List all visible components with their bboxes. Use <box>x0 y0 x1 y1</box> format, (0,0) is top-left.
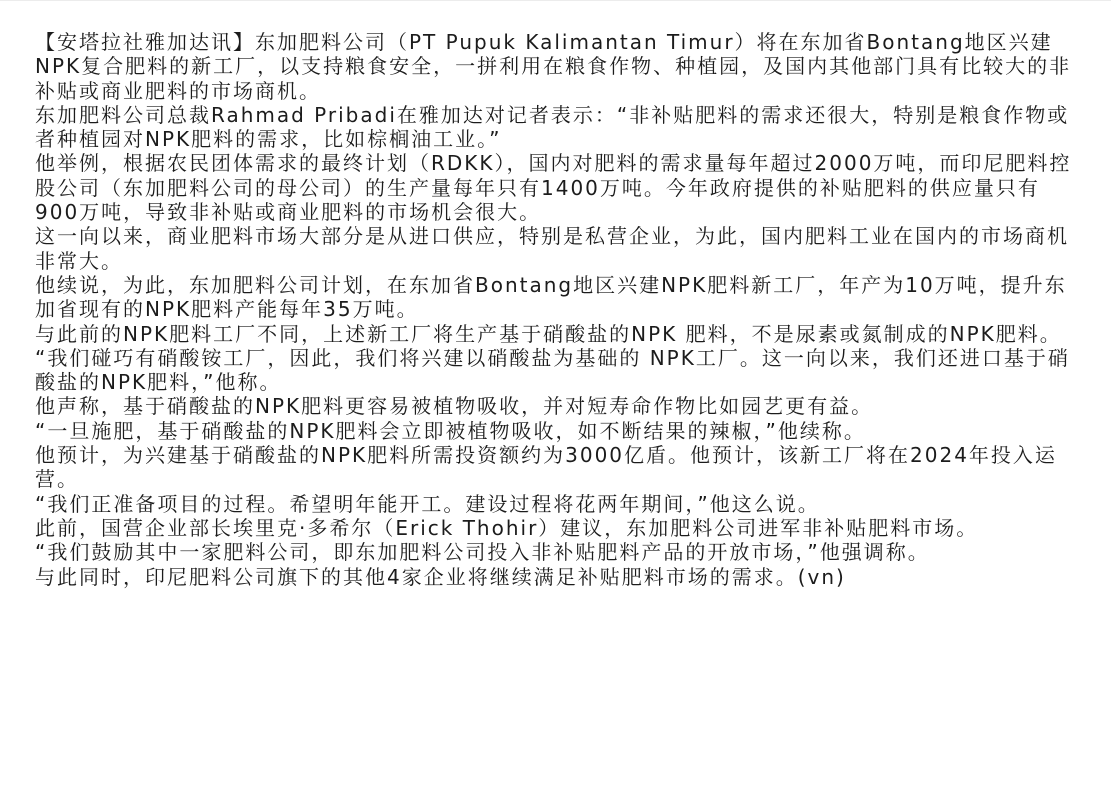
paragraph: 东加肥料公司总裁Rahmad Pribadi在雅加达对记者表示：“非补贴肥料的需求还很大，特别是粮食作物或者种植园对NPK肥料的需求，比如棕榈油工业。” <box>35 102 1070 152</box>
paragraph-closing: 与此同时，印尼肥料公司旗下的其他4家企业将继续满足补贴肥料市场的需求。(vn) <box>35 564 846 589</box>
paragraph-lead: 【安塔拉社雅加达讯】东加肥料公司（PT Pupuk Kalimantan Timur）将在东加省Bontang地区兴建NPK复合肥料的新工厂，以支持粮食安全，一拼利用在粮食作物、种植园，及国内其他部门具有比较大的非补贴或商业肥料的市场商机。 <box>35 30 1072 103</box>
paragraph: 此前，国营企业部长埃里克·多希尔（Erick Thohir）建议，东加肥料公司进军非补贴肥料市场。 <box>35 515 979 540</box>
top-divider <box>0 0 1111 1</box>
paragraph: 他续说，为此，东加肥料公司计划，在东加省Bontang地区兴建NPK肥料新工厂，年产为10万吨，提升东加省现有的NPK肥料产能每年35万吨。 <box>35 272 1067 322</box>
paragraph: 与此前的NPK肥料工厂不同，上述新工厂将生产基于硝酸盐的NPK 肥料，不是尿素或氮制成的NPK肥料。 <box>35 321 1062 346</box>
paragraph: “我们正准备项目的过程。希望明年能开工。建设过程将花两年期间，”他这么说。 <box>35 491 820 516</box>
paragraph: “一旦施肥，基于硝酸盐的NPK肥料会立即被植物吸收，如不断结果的辣椒，”他续称。 <box>35 418 866 443</box>
paragraph: 他举例，根据农民团体需求的最终计划（RDKK），国内对肥料的需求量每年超过2000万吨，而印尼肥料控股公司（东加肥料公司的母公司）的生产量每年只有1400万吨。今年政府提供的补贴肥料的供应量只有900万吨，导致非补贴或商业肥料的市场机会很大。 <box>35 151 1072 225</box>
paragraph: “我们鼓励其中一家肥料公司，即东加肥料公司投入非补贴肥料产品的开放市场，”他强调称。 <box>35 540 930 565</box>
article-body <box>35 30 1081 589</box>
paragraph: “我们碰巧有硝酸铵工厂，因此，我们将兴建以硝酸盐为基础的 NPK工厂。这一向以来，我们还进口基于硝酸盐的NPK肥料，”他称。 <box>35 345 1070 395</box>
paragraph: 他预计，为兴建基于硝酸盐的NPK肥料所需投资额约为3000亿盾。他预计，该新工厂将在2024年投入运营。 <box>35 443 1057 492</box>
paragraph: 这一向以来，商业肥料市场大部分是从进口供应，特别是私营企业，为此，国内肥料工业在国内的市场商机非常大。 <box>35 224 1069 273</box>
paragraph: 他声称，基于硝酸盐的NPK肥料更容易被植物吸收，并对短寿命作物比如园艺更有益。 <box>35 394 874 419</box>
